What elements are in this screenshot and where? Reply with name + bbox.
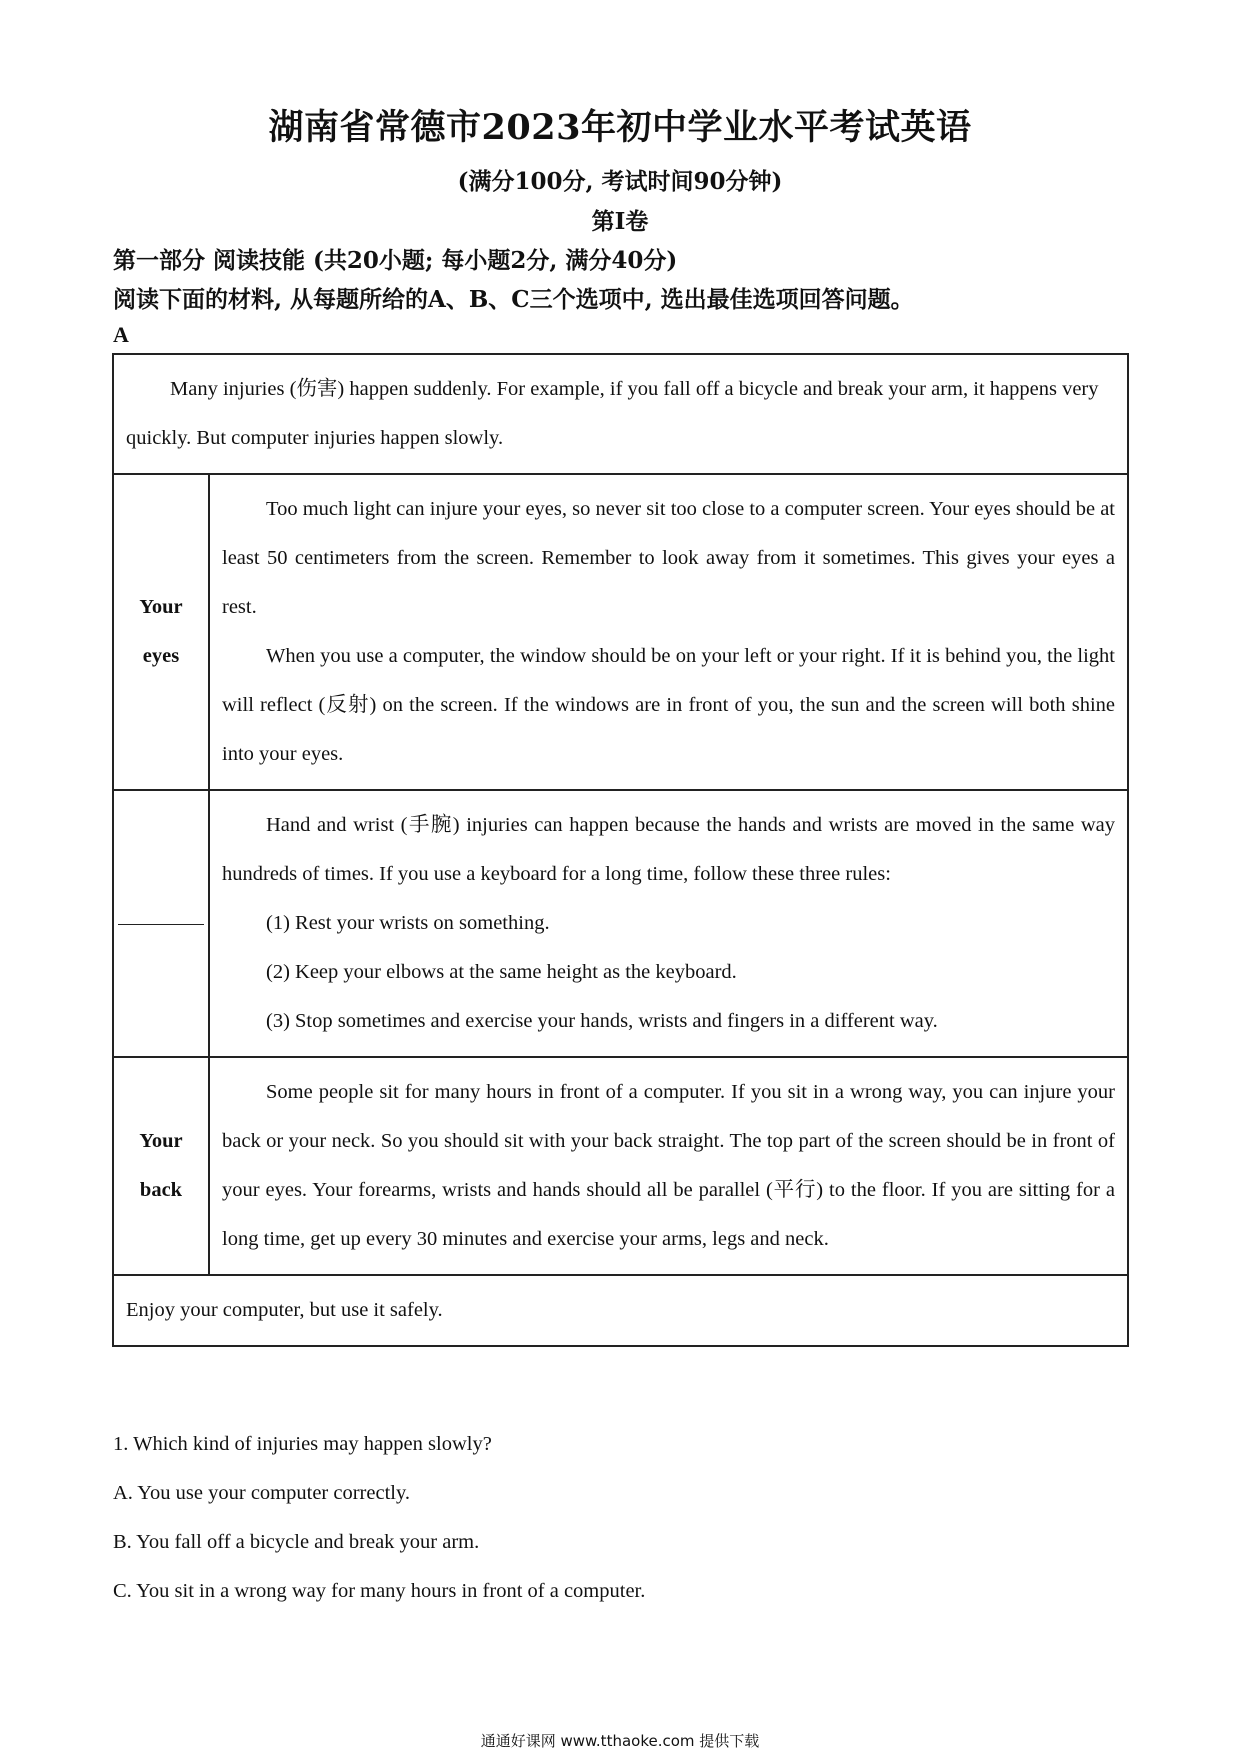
closing-sentence: Enjoy your computer, but use it safely. bbox=[126, 1299, 443, 1321]
eyes-heading-line1: Your bbox=[139, 596, 183, 618]
exam-subtitle: (满分100分, 考试时间90分钟) bbox=[457, 168, 783, 195]
eyes-row bbox=[113, 474, 1128, 790]
closing-cell bbox=[113, 1275, 1128, 1346]
exam-title: 湖南省常德市2023年初中学业水平考试英语 bbox=[268, 107, 972, 148]
eyes-heading-line2: eyes bbox=[142, 645, 180, 667]
back-heading-line2: back bbox=[139, 1179, 183, 1201]
hands-rule-3: (3) Stop sometimes and exercise your hands, wrists and fingers in a different way. bbox=[266, 1010, 938, 1032]
section-heading: 第一部分 阅读技能 (共20小题; 每小题2分, 满分40分) bbox=[113, 247, 678, 274]
intro-cell bbox=[113, 354, 1128, 474]
hands-body bbox=[209, 790, 1128, 1057]
back-row bbox=[113, 1057, 1128, 1275]
hands-row bbox=[113, 790, 1128, 1057]
back-heading bbox=[113, 1057, 209, 1275]
option-a: A. You use your computer correctly. bbox=[113, 1482, 410, 1504]
option-b: B. You fall off a bicycle and break your arm. bbox=[113, 1531, 480, 1553]
hands-rule-1: (1) Rest your wrists on something. bbox=[266, 912, 550, 934]
hands-rule-2: (2) Keep your elbows at the same height as the keyboard. bbox=[266, 961, 737, 983]
hands-heading-blank bbox=[113, 790, 209, 1057]
footer-credit: 通通好课网 www.tthaoke.com 提供下载 bbox=[480, 1732, 760, 1750]
question-stem: 1. Which kind of injuries may happen slowly? bbox=[113, 1433, 492, 1455]
eyes-paragraph-2: When you use a computer, the window should be on your left or your right. If it is behind you, the light will reflect (反射) on the screen. If the windows are in front of you, the sun and the screen will both shine into your eyes. bbox=[222, 645, 1115, 765]
eyes-paragraph-1: Too much light can injure your eyes, so never sit too close to a computer screen. Your eyes should be at least 50 centimeters from the screen. Remember to look away from it sometimes. This gives your eyes a rest. bbox=[222, 498, 1115, 618]
answer-blank bbox=[118, 923, 204, 925]
back-body bbox=[209, 1057, 1128, 1275]
intro-paragraph: Many injuries (伤害) happen suddenly. For example, if you fall off a bicycle and break your arm, it happens very quickly. But computer injuries happen slowly. bbox=[126, 378, 1099, 449]
instruction-text: 阅读下面的材料, 从每题所给的A、B、C三个选项中, 选出最佳选项回答问题。 bbox=[113, 286, 914, 313]
back-paragraph-1: Some people sit for many hours in front of a computer. If you sit in a wrong way, you can injure your back or your neck. So you should sit with your back straight. The top part of the screen should be in front of your eyes. Your forearms, wrists and hands should all be parallel (平行) to the floor. If you are sitting for a long time, get up every 30 minutes and exercise your arms, legs and neck. bbox=[222, 1081, 1115, 1250]
passage-label: A bbox=[113, 322, 129, 347]
question-1 bbox=[113, 1420, 645, 1616]
closing-row bbox=[113, 1275, 1128, 1346]
eyes-heading bbox=[113, 474, 209, 790]
passage-table bbox=[112, 353, 1129, 1347]
volume-heading: 第I卷 bbox=[591, 208, 649, 235]
eyes-body bbox=[209, 474, 1128, 790]
hands-paragraph-1: Hand and wrist (手腕) injuries can happen because the hands and wrists are moved in the same way hundreds of times. If you use a keyboard for a long time, follow these three rules: bbox=[222, 814, 1115, 885]
intro-row bbox=[113, 354, 1128, 474]
back-heading-line1: Your bbox=[139, 1130, 183, 1152]
option-c: C. You sit in a wrong way for many hours in front of a computer. bbox=[113, 1580, 646, 1602]
